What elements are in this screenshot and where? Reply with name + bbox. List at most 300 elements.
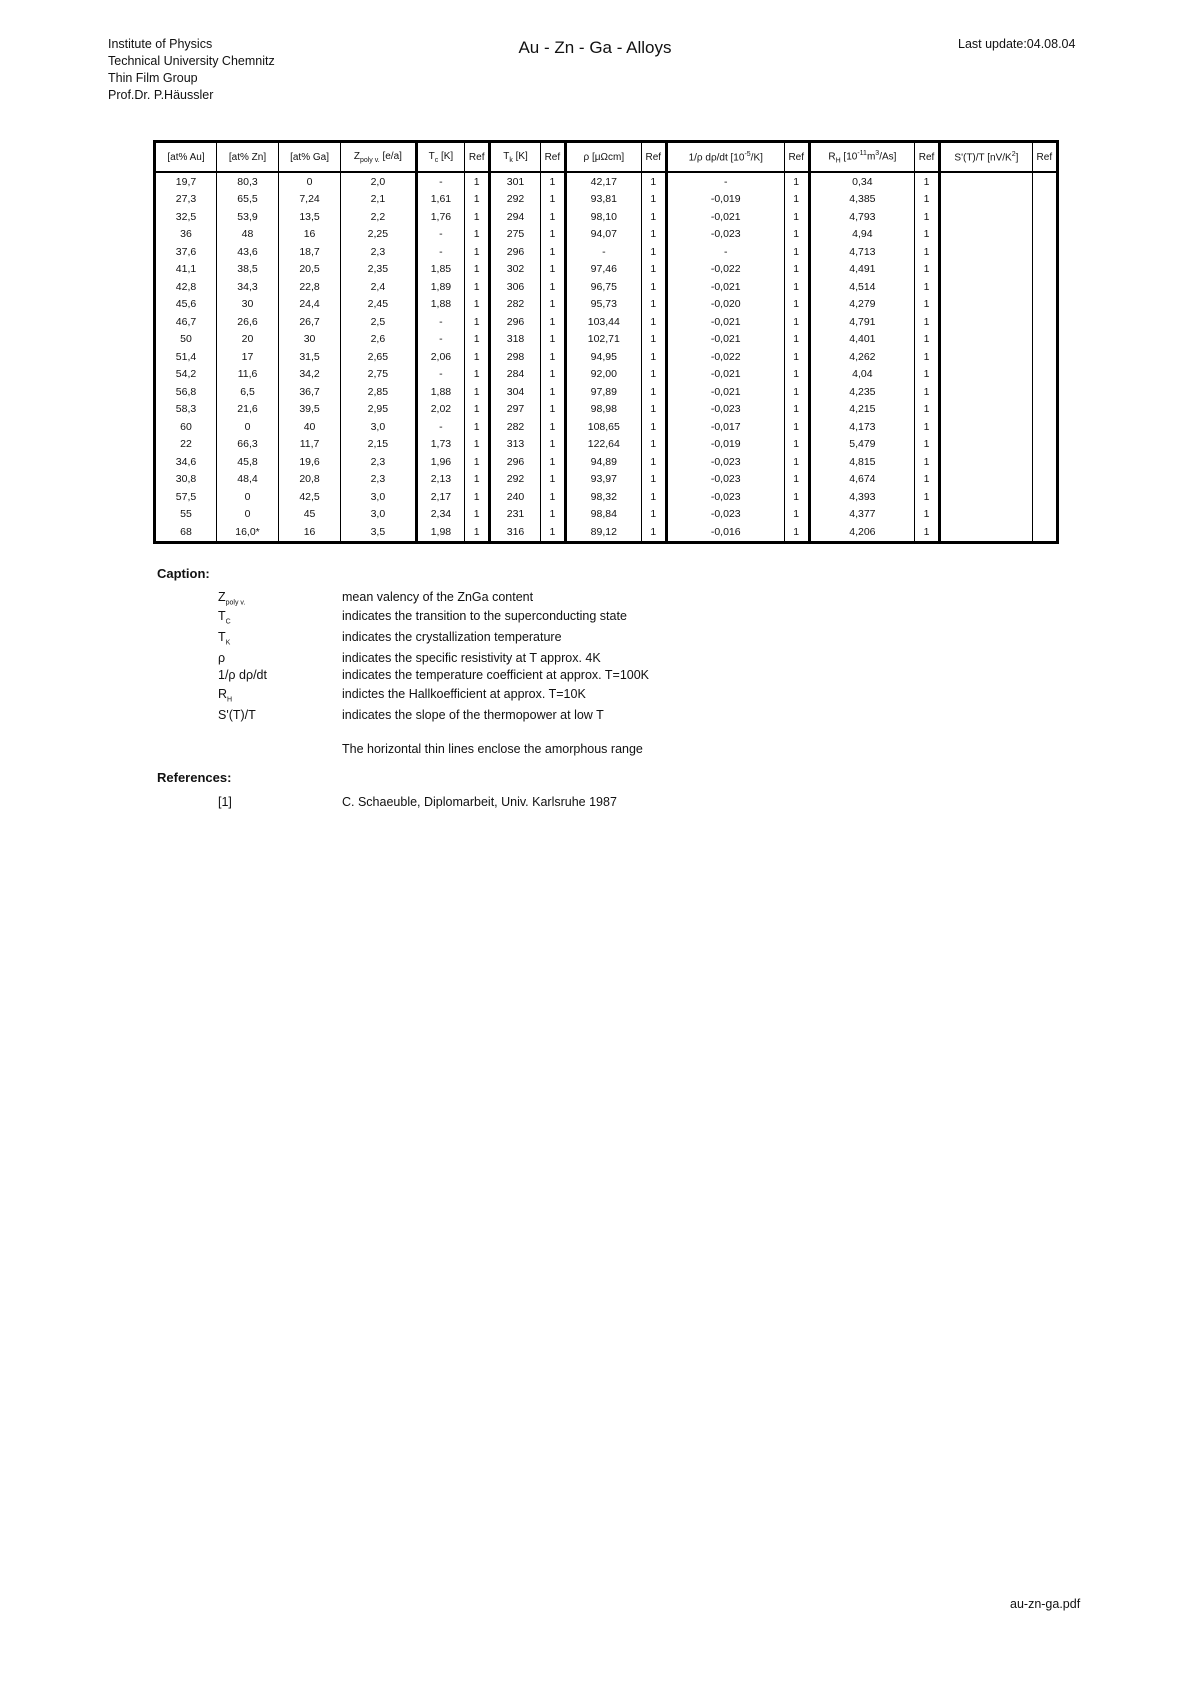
col-header-ref: Ref [914, 142, 939, 173]
table-cell: 98,32 [565, 488, 641, 506]
table-cell: 1 [914, 278, 939, 296]
table-cell: 22 [180, 438, 192, 451]
table-cell [1032, 436, 1057, 454]
table-cell: 92,00 [565, 366, 641, 384]
caption-note: The horizontal thin lines enclose the amorphous range [342, 742, 643, 756]
table-cell: 4,713 [809, 243, 914, 261]
table-cell: 1 [914, 488, 939, 506]
table-cell: 1 [465, 436, 490, 454]
table-cell: 1 [784, 348, 809, 366]
table-cell: 2,1 [341, 191, 417, 209]
table-cell: 282 [490, 296, 540, 314]
table-cell: 296 [490, 313, 540, 331]
table-cell: 26,6 [217, 313, 279, 331]
table-cell [940, 208, 1033, 226]
table-row [155, 506, 1058, 524]
table-row [155, 172, 1058, 191]
table-cell: - [666, 243, 784, 261]
caption-title: Caption: [157, 566, 210, 581]
table-cell: 2,2 [341, 208, 417, 226]
table-cell: 1 [465, 383, 490, 401]
table-cell: 40 [279, 418, 341, 436]
table-cell: 1 [540, 261, 565, 279]
table-cell: 1 [914, 226, 939, 244]
table-cell: 4,793 [809, 208, 914, 226]
table-cell: 1 [465, 453, 490, 471]
last-update: Last update:04.08.04 [958, 37, 1076, 51]
table-cell [940, 296, 1033, 314]
table-cell [1032, 506, 1057, 524]
table-cell: 1,89 [416, 278, 464, 296]
table-cell: 282 [490, 418, 540, 436]
table-cell [1032, 471, 1057, 489]
table-cell: 1 [465, 172, 490, 191]
col-header-tcr: 1/ρ dρ/dt $[10^{-5}/K]$ [666, 142, 784, 173]
table-cell: 1 [914, 208, 939, 226]
table-row [155, 488, 1058, 506]
table-cell: 16,0* [217, 523, 279, 542]
table-cell [940, 243, 1033, 261]
table-cell: 1 [914, 523, 939, 542]
table-row [155, 383, 1058, 401]
table-cell: 1 [465, 506, 490, 524]
table-cell: - [416, 243, 464, 261]
table-cell: 1 [914, 471, 939, 489]
table-cell: 294 [490, 208, 540, 226]
table-cell: 1 [540, 331, 565, 349]
table-cell: 1 [641, 471, 666, 489]
table-cell: 4,791 [809, 313, 914, 331]
table-cell: 1 [784, 471, 809, 489]
caption-symbol: 1/ρ dρ/dt [218, 668, 267, 682]
table-cell: 1 [540, 471, 565, 489]
col-header-ref: Ref [465, 142, 490, 173]
table-cell: 1 [540, 506, 565, 524]
table-cell: 94,07 [565, 226, 641, 244]
table-cell [940, 383, 1033, 401]
table-cell: 21,6 [217, 401, 279, 419]
table-row [155, 243, 1058, 261]
table-cell: 2,13 [416, 471, 464, 489]
table-cell: 66,3 [217, 436, 279, 454]
table-cell: 16 [279, 226, 341, 244]
table-cell: 2,45 [341, 296, 417, 314]
table-cell: 2,3 [341, 243, 417, 261]
table-cell: 38,5 [217, 261, 279, 279]
table-cell: 304 [490, 383, 540, 401]
table-cell: 4,206 [809, 523, 914, 542]
table-cell: 4,377 [809, 506, 914, 524]
table-cell [1032, 418, 1057, 436]
table-cell [940, 523, 1033, 542]
table-cell: 96,75 [565, 278, 641, 296]
table-cell [1032, 313, 1057, 331]
table-cell: 296 [490, 453, 540, 471]
caption-text: indicates the temperature coefficient at approx. T=100K [342, 668, 650, 682]
table-cell: 24,4 [279, 296, 341, 314]
table-cell: 2,65 [341, 348, 417, 366]
table-cell: 7,24 [279, 191, 341, 209]
table-cell: 1 [641, 488, 666, 506]
table-cell: 284 [490, 366, 540, 384]
col-header-ref: Ref [1032, 142, 1057, 173]
table-cell: 1 [641, 436, 666, 454]
table-cell: 4,674 [809, 471, 914, 489]
table-cell: 1,61 [416, 191, 464, 209]
table-row [155, 418, 1058, 436]
table-cell: 3,0 [341, 418, 417, 436]
table-cell: 18,7 [279, 243, 341, 261]
table-cell [940, 331, 1033, 349]
table-cell: 30 [279, 331, 341, 349]
table-cell: 94,89 [565, 453, 641, 471]
table-cell: 36,7 [279, 383, 341, 401]
references-title: References: [157, 770, 232, 785]
table-cell: 301 [490, 172, 540, 191]
table-cell: 1 [914, 348, 939, 366]
table-cell: 1 [641, 506, 666, 524]
table-cell: 302 [490, 261, 540, 279]
table-cell: 2,34 [416, 506, 464, 524]
table-cell: 122,64 [565, 436, 641, 454]
table-cell: -0,021 [666, 278, 784, 296]
table-body [155, 172, 1058, 542]
table-cell: 1 [540, 488, 565, 506]
table-cell: 1 [641, 278, 666, 296]
table-cell: 31,5 [279, 348, 341, 366]
table-cell: 2,02 [416, 401, 464, 419]
table-cell [940, 471, 1033, 489]
table-cell: 11,6 [217, 366, 279, 384]
table-cell: 103,44 [565, 313, 641, 331]
table-cell: 95,73 [565, 296, 641, 314]
table-cell: 41,1 [175, 263, 197, 276]
table-cell: 42,5 [279, 488, 341, 506]
table-cell [1032, 488, 1057, 506]
table-cell [1032, 348, 1057, 366]
table-cell: 48 [217, 226, 279, 244]
table-cell: 1 [641, 243, 666, 261]
table-cell: 57,5 [175, 490, 197, 503]
table-cell: 2,3 [341, 471, 417, 489]
table-cell: 2,6 [341, 331, 417, 349]
col-header-rh: $R_H$ $[10^{-11}m^3/As]$ [809, 142, 914, 173]
table-cell: 1 [784, 488, 809, 506]
table-cell: - [416, 172, 464, 191]
table-cell: 1 [914, 436, 939, 454]
table-cell: 102,71 [565, 331, 641, 349]
table-cell: 1 [465, 296, 490, 314]
institution-line: Prof.Dr. P.Häussler [108, 88, 214, 102]
col-header-zn: [at% Zn] [217, 142, 279, 173]
table-cell: 4,235 [809, 383, 914, 401]
table-cell: 1 [465, 366, 490, 384]
table-cell: 46,7 [175, 315, 197, 328]
table-cell: 1 [540, 383, 565, 401]
table-cell: 26,7 [279, 313, 341, 331]
table-cell: 1 [641, 418, 666, 436]
table-cell: 2,95 [341, 401, 417, 419]
table-cell: 53,9 [217, 208, 279, 226]
table-cell: 292 [490, 471, 540, 489]
col-header-thermopower: S'(T)/T $[nV/K^2]$ [940, 142, 1033, 173]
col-header-rho: ρ [μΩcm] [565, 142, 641, 173]
table-cell: 306 [490, 278, 540, 296]
caption-text: indicates the specific resistivity at T approx. 4K [342, 651, 601, 665]
table-cell: 1 [465, 471, 490, 489]
table-cell: 1 [641, 296, 666, 314]
table-cell: 42,17 [565, 172, 641, 191]
table-cell: 98,98 [565, 401, 641, 419]
table-cell: 1 [914, 172, 939, 191]
table-row [155, 261, 1058, 279]
table-cell: 1 [465, 278, 490, 296]
caption-symbol: S'(T)/T [218, 708, 256, 722]
table-cell: 97,89 [565, 383, 641, 401]
table-cell: 1 [641, 348, 666, 366]
col-header-ref: Ref [641, 142, 666, 173]
table-row [155, 436, 1058, 454]
table-cell: -0,016 [666, 523, 784, 542]
table-cell: 39,5 [279, 401, 341, 419]
table-cell: 1 [465, 261, 490, 279]
table-cell: 1 [641, 208, 666, 226]
table-cell: 4,393 [809, 488, 914, 506]
table-cell [940, 313, 1033, 331]
table-cell: 1 [465, 226, 490, 244]
table-cell: 1 [914, 191, 939, 209]
table-cell [1032, 278, 1057, 296]
table-cell: 4,94 [809, 226, 914, 244]
table-cell: 34,6 [175, 455, 197, 468]
table-cell: 1 [540, 453, 565, 471]
caption-symbol: $Z_{poly v.}$ [218, 590, 246, 607]
table-cell: 1 [540, 313, 565, 331]
table-cell [940, 453, 1033, 471]
table-header-row [155, 142, 1058, 173]
table-cell: 240 [490, 488, 540, 506]
table-cell: 2,85 [341, 383, 417, 401]
table-cell: 1,85 [416, 261, 464, 279]
table-cell: 97,46 [565, 261, 641, 279]
table-cell: - [416, 418, 464, 436]
table-cell: 1 [914, 331, 939, 349]
table-cell: 98,10 [565, 208, 641, 226]
table-cell: 2,35 [341, 261, 417, 279]
table-cell [1032, 366, 1057, 384]
table-cell: 316 [490, 523, 540, 542]
table-cell [1032, 296, 1057, 314]
table-cell: 296 [490, 243, 540, 261]
table-cell: 1 [540, 418, 565, 436]
table-cell: 0 [279, 172, 341, 191]
table-cell: 2,75 [341, 366, 417, 384]
table-cell: -0,023 [666, 488, 784, 506]
table-cell: 1 [784, 313, 809, 331]
table-cell: 1 [784, 418, 809, 436]
table-cell [940, 261, 1033, 279]
table-cell: 1 [465, 191, 490, 209]
table-cell: - [416, 366, 464, 384]
table-cell: 45,6 [175, 298, 197, 311]
table-cell: 58,3 [175, 403, 197, 416]
table-cell: 60 [180, 420, 192, 433]
table-cell: -0,017 [666, 418, 784, 436]
table-cell: 0 [217, 506, 279, 524]
caption-symbol: $T_K$ [218, 630, 231, 647]
table-row [155, 296, 1058, 314]
table-cell: 1 [784, 261, 809, 279]
table-cell: 1 [641, 366, 666, 384]
table-cell: 1 [641, 261, 666, 279]
col-header-zpoly: $Z_{poly v.}$ [e/a] [341, 142, 417, 173]
table-cell: 4,279 [809, 296, 914, 314]
table-row [155, 331, 1058, 349]
table-cell: -0,021 [666, 366, 784, 384]
table-cell: 68 [180, 525, 192, 538]
table-cell: 1 [540, 523, 565, 542]
table-cell: -0,021 [666, 331, 784, 349]
table-cell [940, 278, 1033, 296]
col-header-au: [at% Au] [155, 142, 217, 173]
table-cell: 4,215 [809, 401, 914, 419]
table-cell: 1 [784, 506, 809, 524]
table-cell: 108,65 [565, 418, 641, 436]
table-cell: 1 [465, 523, 490, 542]
table-cell [1032, 523, 1057, 542]
table-cell: -0,020 [666, 296, 784, 314]
table-cell: 50 [180, 333, 192, 346]
table-cell: 1,88 [416, 296, 464, 314]
table-cell: 1 [641, 226, 666, 244]
table-cell: 4,491 [809, 261, 914, 279]
table-cell [1032, 226, 1057, 244]
caption-text: indictes the Hallkoefficient at approx. T=10K [342, 687, 586, 701]
table-cell: 3,0 [341, 488, 417, 506]
table-cell: 55 [180, 508, 192, 521]
table-row [155, 313, 1058, 331]
table-cell: 298 [490, 348, 540, 366]
table-cell: 1 [540, 401, 565, 419]
table-cell: 1 [540, 226, 565, 244]
table-cell: 1 [540, 366, 565, 384]
caption-text: indicates the transition to the superconducting state [342, 609, 627, 623]
caption-symbol: $R_H$ [218, 687, 233, 704]
table-cell: 4,385 [809, 191, 914, 209]
table-cell: 1 [784, 401, 809, 419]
table-cell: 1 [465, 348, 490, 366]
table-cell: 1 [641, 313, 666, 331]
table-cell: -0,023 [666, 226, 784, 244]
table-cell [940, 401, 1033, 419]
table-cell: 318 [490, 331, 540, 349]
data-table [153, 140, 1059, 544]
table-cell: 1 [465, 418, 490, 436]
table-cell: 1 [465, 488, 490, 506]
table-cell: 0,34 [809, 172, 914, 191]
table-cell: 1 [914, 506, 939, 524]
table-cell: 43,6 [217, 243, 279, 261]
table-cell: 2,4 [341, 278, 417, 296]
table-cell: 1 [465, 208, 490, 226]
table-cell: 11,7 [279, 436, 341, 454]
table-cell: 1 [540, 243, 565, 261]
table-cell: 0 [217, 488, 279, 506]
table-cell: 4,815 [809, 453, 914, 471]
table-cell [940, 506, 1033, 524]
table-cell: 89,12 [565, 523, 641, 542]
col-header-tk: $T_k$ [K] [490, 142, 540, 173]
table-row [155, 471, 1058, 489]
table-cell [1032, 401, 1057, 419]
table-row [155, 401, 1058, 419]
table-cell: 4,514 [809, 278, 914, 296]
table-cell: 2,06 [416, 348, 464, 366]
table-cell: 45,8 [217, 453, 279, 471]
table-cell: 1,76 [416, 208, 464, 226]
table-cell [1032, 261, 1057, 279]
table-cell: 30 [217, 296, 279, 314]
table-cell: 2,0 [341, 172, 417, 191]
table-row [155, 366, 1058, 384]
table-cell [1032, 453, 1057, 471]
col-header-ref: Ref [784, 142, 809, 173]
table-cell: -0,023 [666, 453, 784, 471]
table-cell: -0,022 [666, 261, 784, 279]
table-cell: 297 [490, 401, 540, 419]
table-cell: 2,17 [416, 488, 464, 506]
table-cell: 1 [914, 261, 939, 279]
table-cell [940, 191, 1033, 209]
table-cell [940, 226, 1033, 244]
table-cell: 93,97 [565, 471, 641, 489]
table-cell: 1 [784, 296, 809, 314]
table-cell [940, 488, 1033, 506]
table-cell: 4,04 [809, 366, 914, 384]
table-row [155, 453, 1058, 471]
table-cell: 45 [279, 506, 341, 524]
table-cell [1032, 191, 1057, 209]
table-cell: 20,8 [279, 471, 341, 489]
table-cell [1032, 331, 1057, 349]
table-cell: 6,5 [217, 383, 279, 401]
table-cell: 1 [540, 436, 565, 454]
table-cell [1032, 208, 1057, 226]
table-cell: 54,2 [175, 368, 197, 381]
table-cell: 1 [465, 331, 490, 349]
col-header-ref: Ref [540, 142, 565, 173]
table-cell: 17 [217, 348, 279, 366]
table-cell: 1 [914, 401, 939, 419]
table-cell: 1 [914, 313, 939, 331]
institution-line: Thin Film Group [108, 71, 198, 85]
table-cell: 1 [784, 453, 809, 471]
col-header-tc: $T_c$ [K] [416, 142, 464, 173]
table-cell: 98,84 [565, 506, 641, 524]
table-cell: 1 [784, 226, 809, 244]
table-cell: 1 [784, 366, 809, 384]
page-title: Au - Zn - Ga - Alloys [518, 38, 672, 57]
table-cell: 1 [540, 191, 565, 209]
table-cell: 22,8 [279, 278, 341, 296]
table-cell [1032, 243, 1057, 261]
table-row [155, 208, 1058, 226]
table-cell: 36 [180, 228, 192, 241]
table-cell: 4,173 [809, 418, 914, 436]
table-cell: 1 [914, 383, 939, 401]
table-cell: 1 [540, 172, 565, 191]
table-cell: 1,88 [416, 383, 464, 401]
